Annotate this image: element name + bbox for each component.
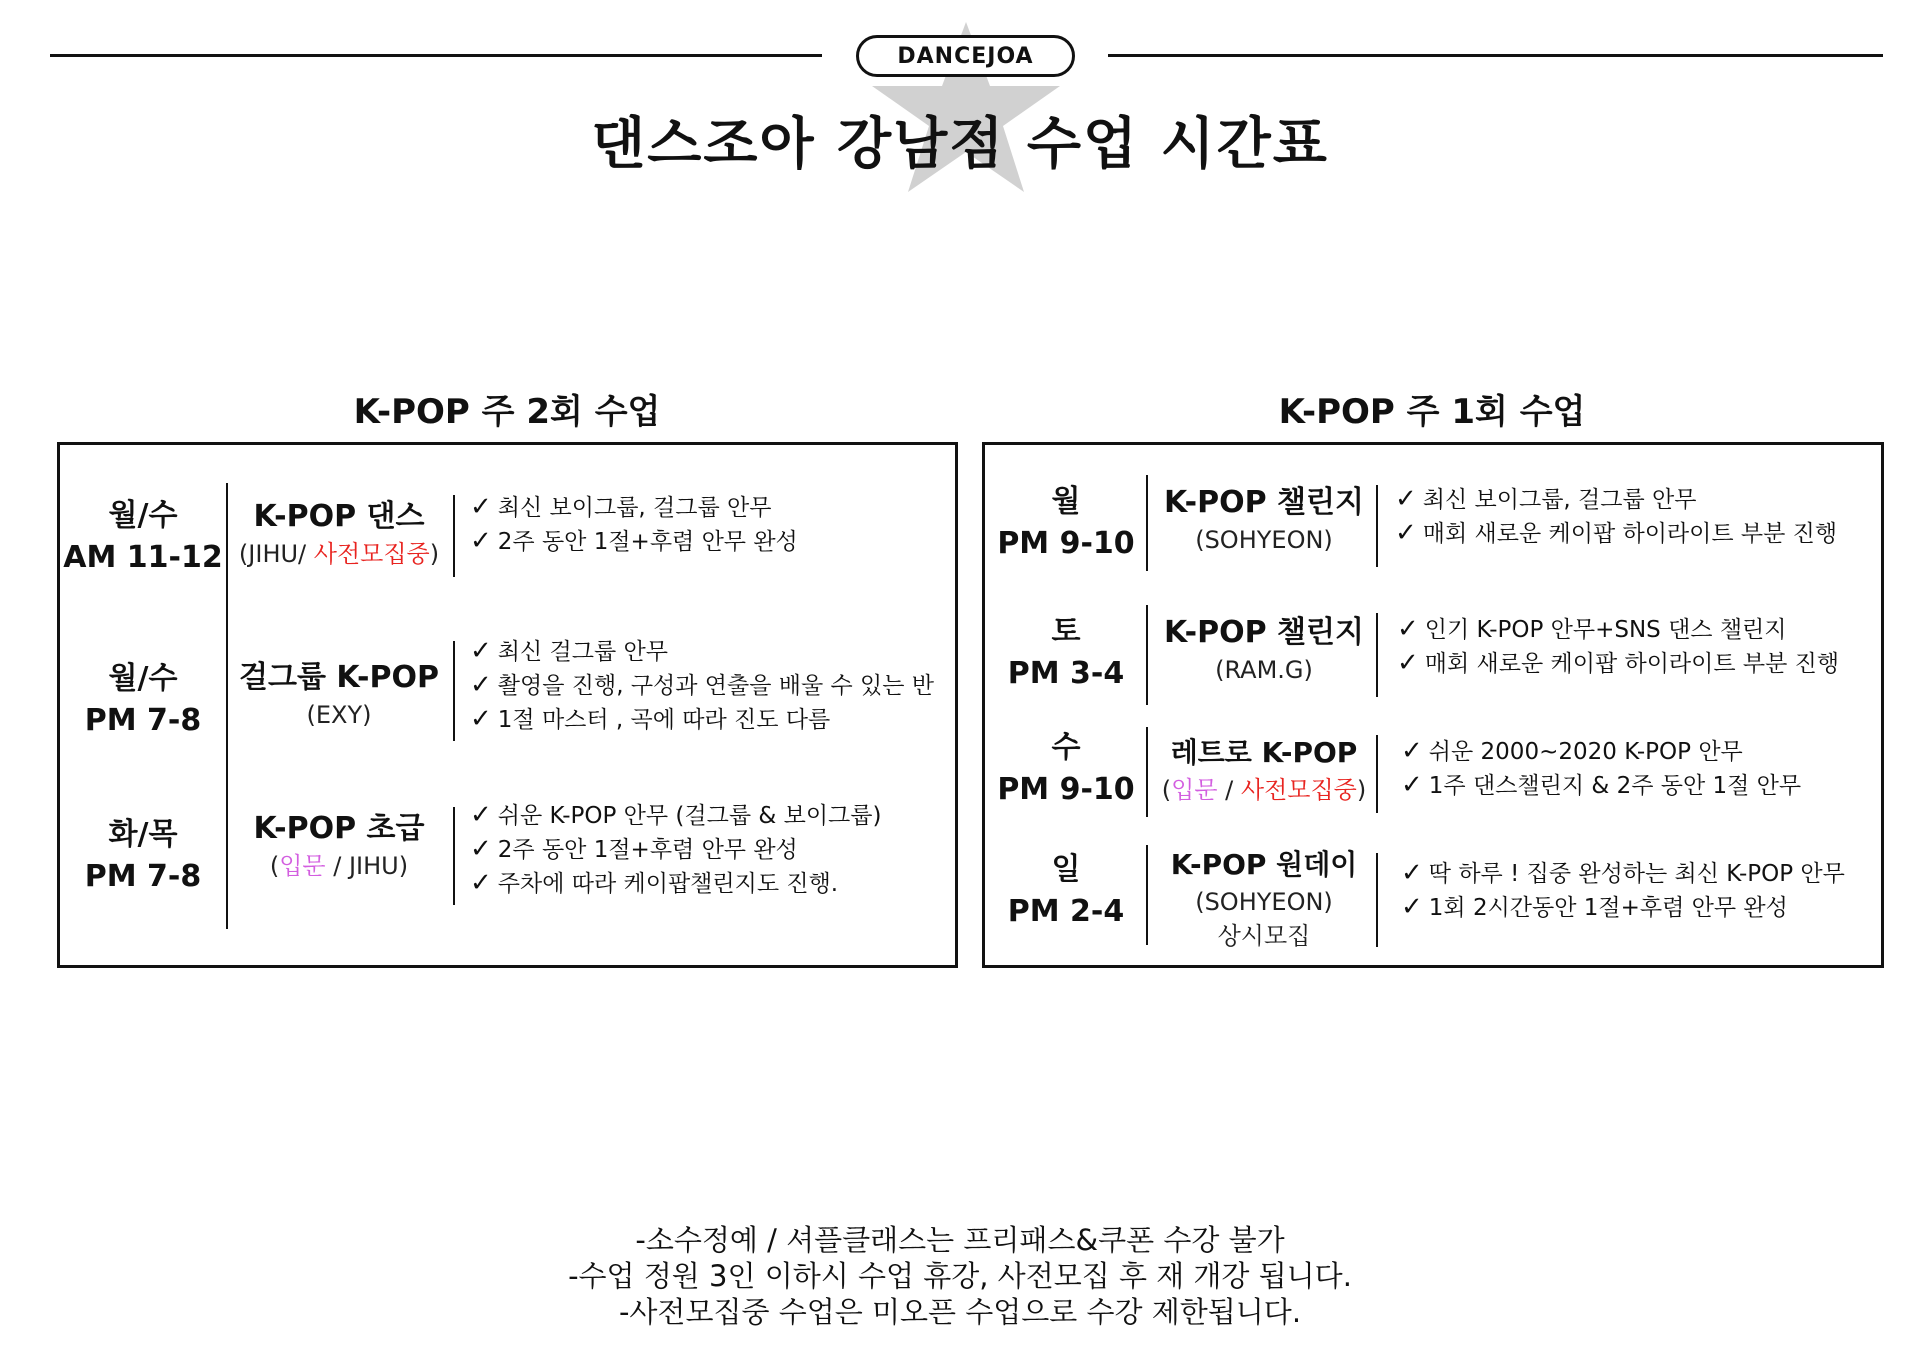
class-instructor: (EXY) bbox=[306, 701, 372, 729]
column-divider-desc bbox=[453, 495, 455, 577]
class-name: K-POP 챌린지 bbox=[1164, 615, 1364, 650]
column-divider-desc bbox=[1376, 613, 1378, 697]
class-info bbox=[230, 809, 448, 883]
recruit-status: 사전모집중 bbox=[313, 540, 430, 568]
header-rule-right bbox=[1108, 54, 1883, 57]
class-name: K-POP 댄스 bbox=[253, 499, 425, 534]
level-tag: 입문 bbox=[279, 852, 326, 880]
list-item: ✓ 매회 새로운 케이팝 하이라이트 부분 진행 bbox=[1395, 518, 1838, 548]
column-divider-desc bbox=[1376, 735, 1378, 813]
class-instructor: (JIHU/ 사전모집중) bbox=[238, 540, 440, 568]
column-divider-day bbox=[1146, 727, 1148, 817]
check-icon: ✓ bbox=[1401, 736, 1423, 766]
check-icon: ✓ bbox=[1397, 614, 1419, 644]
brand-badge: DANCEJOA bbox=[856, 35, 1075, 77]
check-icon: ✓ bbox=[470, 834, 492, 864]
class-instructor: (RAM.G) bbox=[1215, 656, 1313, 684]
column-divider-day bbox=[1146, 845, 1148, 945]
list-item: ✓ 촬영을 진행, 구성과 연출을 배울 수 있는 반 bbox=[470, 670, 934, 700]
row-day-time: 화/목 PM 7-8 bbox=[84, 817, 202, 894]
row-day-time: 토 PM 3-4 bbox=[1007, 614, 1125, 691]
list-item: ✓ 2주 동안 1절+후렴 안무 완성 bbox=[470, 834, 798, 864]
class-name: K-POP 챌린지 bbox=[1164, 485, 1364, 520]
class-instructor: (SOHYEON) bbox=[1195, 888, 1333, 916]
class-description bbox=[1397, 613, 1839, 681]
check-icon: ✓ bbox=[470, 800, 492, 830]
row-day-time: 일 PM 2-4 bbox=[1007, 852, 1125, 929]
row-day-time: 월/수 AM 11-12 bbox=[63, 498, 223, 575]
check-icon: ✓ bbox=[1395, 484, 1417, 514]
schedule-box-once-weekly bbox=[982, 442, 1884, 968]
check-icon: ✓ bbox=[470, 636, 492, 666]
level-tag: 입문 bbox=[1171, 776, 1218, 804]
section-title-once-weekly: K-POP 주 1회 수업 bbox=[1278, 392, 1586, 432]
column-divider-desc bbox=[1376, 853, 1378, 947]
column-divider-desc bbox=[1376, 485, 1378, 567]
check-icon: ✓ bbox=[470, 868, 492, 898]
column-divider-day bbox=[1146, 605, 1148, 705]
list-item: ✓ 매회 새로운 케이팝 하이라이트 부분 진행 bbox=[1397, 648, 1840, 678]
check-icon: ✓ bbox=[470, 526, 492, 556]
class-info bbox=[230, 497, 448, 571]
column-divider-desc bbox=[453, 807, 455, 905]
recruit-status: 상시모집 bbox=[1217, 922, 1311, 950]
list-item: ✓ 최신 걸그룹 안무 bbox=[470, 636, 668, 666]
footer-note: -수업 정원 3인 이하시 수업 휴강, 사전모집 후 재 개강 됩니다. bbox=[568, 1259, 1352, 1293]
class-description bbox=[470, 635, 934, 737]
list-item: ✓ 쉬운 K-POP 안무 (걸그룹 & 보이그룹) bbox=[470, 800, 882, 830]
class-name: K-POP 원데이 bbox=[1170, 848, 1358, 881]
class-info bbox=[1151, 613, 1377, 687]
class-info bbox=[1151, 733, 1377, 807]
class-name: 레트로 K-POP bbox=[1170, 736, 1358, 769]
header-rule-left bbox=[50, 54, 822, 57]
class-info bbox=[1151, 845, 1377, 953]
list-item: ✓ 최신 보이그룹, 걸그룹 안무 bbox=[470, 492, 772, 522]
list-item: ✓ 1절 마스터 , 곡에 따라 진도 다름 bbox=[470, 704, 831, 734]
class-instructor: (입문 / JIHU) bbox=[269, 852, 409, 880]
section-title-twice-weekly: K-POP 주 2회 수업 bbox=[353, 392, 661, 432]
column-divider-day bbox=[1146, 475, 1148, 571]
check-icon: ✓ bbox=[1401, 770, 1423, 800]
class-info bbox=[230, 658, 448, 732]
footer-note: -소수정예 / 셔플클래스는 프리패스&쿠폰 수강 불가 bbox=[635, 1223, 1285, 1257]
class-name: 걸그룹 K-POP bbox=[239, 660, 439, 695]
check-icon: ✓ bbox=[1395, 518, 1417, 548]
class-description bbox=[1395, 483, 1837, 551]
class-info bbox=[1151, 483, 1377, 557]
row-day-time: 수 PM 9-10 bbox=[997, 730, 1135, 807]
check-icon: ✓ bbox=[470, 492, 492, 522]
list-item: ✓ 최신 보이그룹, 걸그룹 안무 bbox=[1395, 484, 1697, 514]
class-description bbox=[470, 799, 881, 901]
list-item: ✓ 1주 댄스챌린지 & 2주 동안 1절 안무 bbox=[1401, 770, 1802, 800]
class-instructor: (입문 / 사전모집중) bbox=[1161, 776, 1367, 804]
page-title: 댄스조아 강남점 수업 시간표 bbox=[591, 112, 1329, 177]
check-icon: ✓ bbox=[1401, 858, 1423, 888]
schedule-box-twice-weekly bbox=[57, 442, 958, 968]
list-item: ✓ 쉬운 2000~2020 K-POP 안무 bbox=[1401, 736, 1743, 766]
class-name: K-POP 초급 bbox=[253, 811, 425, 846]
class-description bbox=[1401, 857, 1845, 925]
row-day-time: 월 PM 9-10 bbox=[997, 484, 1135, 561]
list-item: ✓ 1회 2시간동안 1절+후렴 안무 완성 bbox=[1401, 892, 1788, 922]
check-icon: ✓ bbox=[1397, 648, 1419, 678]
check-icon: ✓ bbox=[1401, 892, 1423, 922]
recruit-status: 사전모집중 bbox=[1240, 776, 1357, 804]
footer-note: -사전모집중 수업은 미오픈 수업으로 수강 제한됩니다. bbox=[618, 1295, 1302, 1329]
check-icon: ✓ bbox=[470, 704, 492, 734]
class-description bbox=[1401, 735, 1801, 803]
list-item: ✓ 2주 동안 1절+후렴 안무 완성 bbox=[470, 526, 798, 556]
footer-notes bbox=[0, 1222, 1920, 1330]
class-instructor: (SOHYEON) bbox=[1195, 526, 1333, 554]
check-icon: ✓ bbox=[470, 670, 492, 700]
list-item: ✓ 딱 하루 ! 집중 완성하는 최신 K-POP 안무 bbox=[1401, 858, 1845, 888]
row-day-time: 월/수 PM 7-8 bbox=[84, 661, 202, 738]
column-divider-day bbox=[226, 483, 228, 929]
list-item: ✓ 인기 K-POP 안무+SNS 댄스 챌린지 bbox=[1397, 614, 1787, 644]
column-divider-desc bbox=[453, 641, 455, 741]
class-description bbox=[470, 491, 798, 559]
list-item: ✓ 주차에 따라 케이팝챌린지도 진행. bbox=[470, 868, 839, 898]
